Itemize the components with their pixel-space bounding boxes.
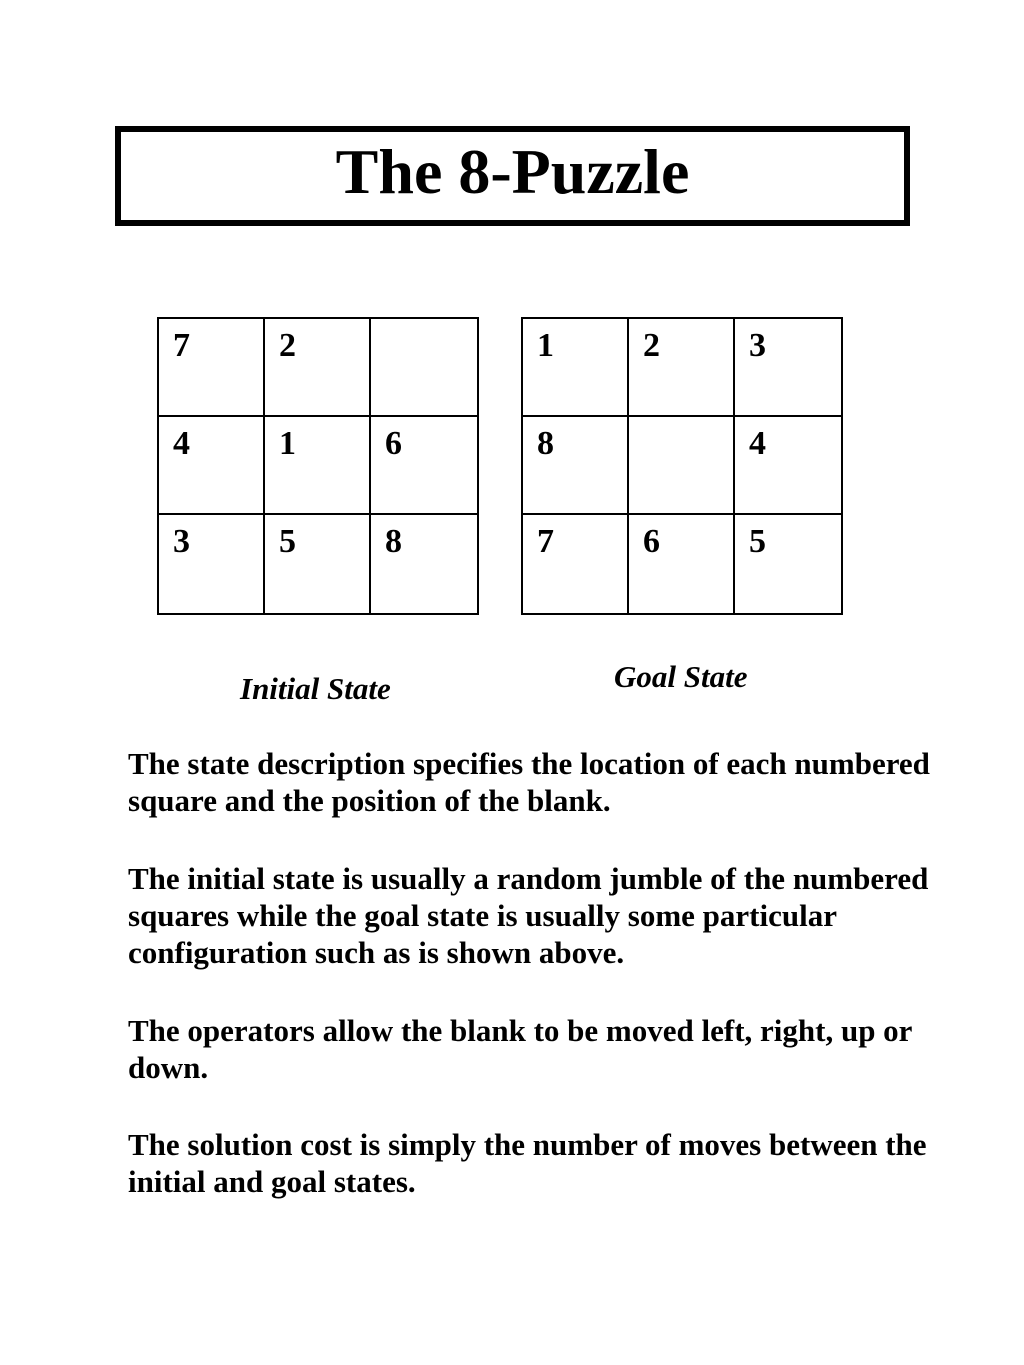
paragraph-initial-goal: The initial state is usually a random jumble of the numbered squares while the goal state is usually some particular configuration such as is shown above.: [128, 861, 929, 970]
blank-tile: [371, 319, 477, 417]
goal-state-label: Goal State: [614, 659, 748, 694]
puzzle-tile: 8: [523, 417, 629, 515]
paragraph-state-description: The state description specifies the location of each numbered square and the position of the blank.: [128, 746, 930, 818]
puzzle-tile: 4: [159, 417, 265, 515]
puzzle-tile: 4: [735, 417, 841, 515]
puzzle-tile: 1: [523, 319, 629, 417]
puzzle-tile: 2: [265, 319, 371, 417]
puzzle-tile: 5: [265, 515, 371, 613]
initial-state-grid: [157, 317, 479, 615]
title-box: [115, 126, 910, 226]
puzzle-tile: 7: [523, 515, 629, 613]
puzzle-tile: 3: [159, 515, 265, 613]
initial-state-label: Initial State: [240, 671, 391, 706]
puzzle-tile: 7: [159, 319, 265, 417]
paragraph-operators: The operators allow the blank to be moved left, right, up or down.: [128, 1013, 912, 1085]
blank-tile: [629, 417, 735, 515]
puzzle-tile: 5: [749, 523, 766, 560]
goal-state-grid: [521, 317, 843, 615]
page-title: The 8-Puzzle: [335, 136, 690, 207]
puzzle-tile: 6: [629, 515, 735, 613]
puzzle-tile: 3: [735, 319, 841, 417]
puzzle-tile: 6: [371, 417, 477, 515]
paragraph-solution-cost: The solution cost is simply the number of moves between the initial and goal states.: [128, 1127, 927, 1199]
puzzle-tile: 1: [265, 417, 371, 515]
puzzle-tile: 2: [629, 319, 735, 417]
puzzle-tile: 8: [385, 523, 402, 560]
